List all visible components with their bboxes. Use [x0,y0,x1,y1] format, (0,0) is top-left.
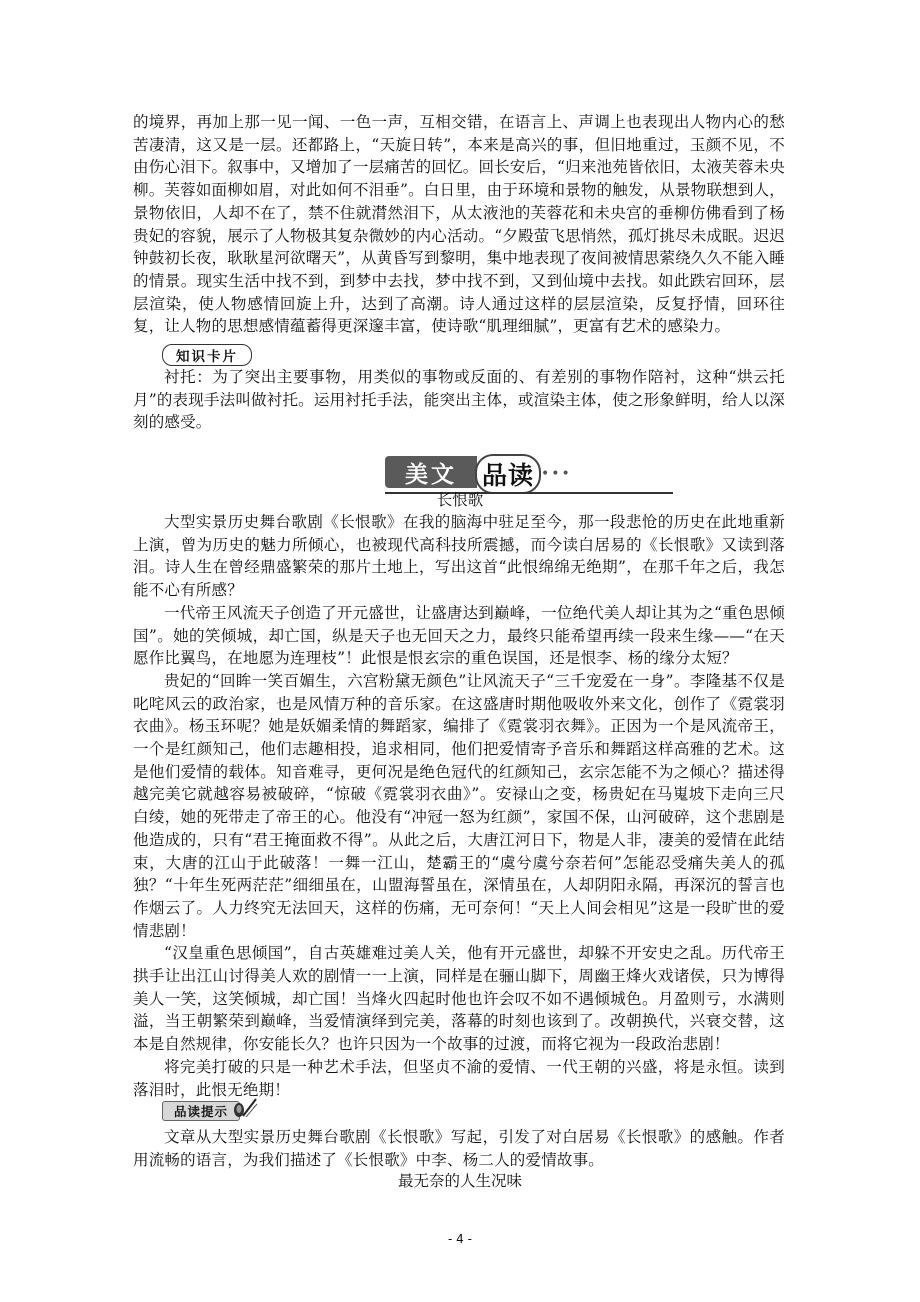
article-paragraph: 将完美打破的只是一种艺术手法，但坚贞不渝的爱情、一代王朝的兴盛，将是永恒。读到落泪时，此恨无绝期！ [133,1057,785,1099]
analysis-text: 的境界，再加上那一见一闻、一色一声，互相交错，在语言上、声调上也表现出人物内心的愁苦凄清，这又是一层。还都路上，“天旋日转”，本来是高兴的事，但旧地重过，玉颜不见，不由伤心泪下。叙事中，又增加了一层痛苦的回忆。回长安后，“归来池苑皆依旧，太液芙蓉未央柳。芙蓉如面柳如眉，对此如何不泪垂”。白日里，由于环境和景物的触发，从景物联想到人，景物依旧，人却不在了，禁不住就潸然泪下，从太液池的芙蓉花和未央宫的垂柳仿佛看到了杨贵妃的容貌，展示了人物极其复杂微妙的内心活动。“夕殿萤飞思悄然，孤灯挑尽未成眠。迟迟钟鼓初长夜，耿耿星河欲曙天”，从黄昏写到黎明，集中地表现了夜间被情思萦绕久久不能入睡的情景。现实生活中找不到，到梦中去找，梦中找不到，又到仙境中去找。如此跌宕回环，层层渲染，使人物感情回旋上升，达到了高潮。诗人通过这样的层层渲染，反复抒情，回环往复，让人物的思想感情蕴蓄得更深邃丰富，使诗歌“肌理细腻”，更富有艺术的感染力。 [133,113,785,336]
knowledge-card-text: 衬托：为了突出主要事物，用类似的事物或反面的、有差别的事物作陪衬，这种“烘云托月”的表现手法叫做衬托。运用衬托手法，能突出主体，或渲染主体，使之形象鲜明，给人以深刻的感受。 [133,368,785,432]
article-paragraph: 大型实景历史舞台歌剧《长恨歌》在我的脑海中驻足至今，那一段悲怆的历史在此地重新上演，曾为历史的魅力所倾心，也被现代高科技所震撼，而今读白居易的《长恨歌》又读到落泪。诗人生在曾经鼎盛繁荣的那片土地上，写出这首“此恨绵绵无绝期”，在那千年之后，我怎能不心有所感？ [133,513,785,600]
analysis-paragraph [133,111,785,338]
next-article-title: 最无奈的人生况味 [397,1172,522,1190]
reading-tip-label: 品读提示 [173,1104,228,1119]
page-number: - 4 - [448,1232,472,1246]
reading-tip-text: 文章从大型实景历史舞台歌剧《长恨歌》写起，引发了对白居易《长恨歌》的感触。作者用流畅的语言，为我们描述了《长恨歌》中李、杨二人的爱情故事。 [133,1128,785,1169]
banner-left-label: 美文 [385,456,477,488]
banner-dots: ••• [541,466,572,482]
reading-tip-body [133,1126,785,1171]
section-banner [363,452,673,492]
pen-icon [232,1096,258,1120]
article-paragraph: 贵妃的“回眸一笑百媚生，六宫粉黛无颜色”让风流天子“三千宠爱在一身”。李隆基不仅是叱咤风云的政治家，也是风情万种的音乐家。在这盛唐时期他吸收外来文化，创作了《霓裳羽衣曲》。杨玉环呢？她是妖媚柔情的舞蹈家，编排了《霓裳羽衣舞》。正因为一个是风流帝王，一个是红颜知己，他们志趣相投，追求相同，他们把爱情寄予音乐和舞蹈这样高雅的艺术。这是他们爱情的载体。知音难寻，更何况是绝色冠代的红颜知己，玄宗怎能不为之倾心？描述得越完美它就越容易被破碎，“惊破《霓裳羽衣曲》”。安禄山之变，杨贵妃在马嵬坡下走向三尺白绫，她的死带走了帝王的心。他没有“冲冠一怒为红颜”，家国不保，山河破碎，这个悲剧是他造成的，只有“君王掩面救不得”。从此之后，大唐江河日下，物是人非，凄美的爱情在此结束，大唐的江山于此破落！一舞一江山，楚霸王的“虞兮虞兮奈若何”怎能忍受痛失美人的孤独？“十年生死两茫茫”细细虽在，山盟海誓虽在，深情虽在，人却阴阳永隔，再深沉的誓言也作烟云了。人力终究无法回天，这样的伤痛，无可奈何！“天上人间会相见”这是一段旷世的爱情悲剧！ [133,671,785,940]
reading-tip-badge [162,1101,240,1121]
article-paragraph: “汉皇重色思倾国”，自古英雄难过美人关，他有开元盛世，却躲不开安史之乱。历代帝王拱手让出江山讨得美人欢的剧情一一上演，同样是在骊山脚下，周幽王烽火戏诸侯，只为博得美人一笑，这笑倾城，却亡国！当烽火四起时他也许会叹不如不遇倾城色。月盈则亏，水满则溢，当王朝繁荣到巅峰，当爱情演绎到完美，落幕的时刻也该到了。改朝换代，兴衰交替，这本是自然规律，你安能长久？也许只因为一个故事的过渡，而将它视为一段政治悲剧！ [133,944,785,1054]
article-paragraph: 一代帝王风流天子创造了开元盛世，让盛唐达到巅峰，一位绝代美人却让其为之“重色思倾国”。她的笑倾城，却亡国，纵是天子也无回天之力，最终只能希望再续一段来生缘——“在天愿作比翼鸟，在地愿为连理枝”！此恨是恨玄宗的重色误国，还是恨李、杨的缘分太短？ [133,603,785,668]
article-title: 长恨歌 [436,491,484,509]
banner-right-label: 品读 [475,454,541,494]
knowledge-card-badge [162,344,252,366]
knowledge-card-label: 知识卡片 [176,349,238,365]
knowledge-card-body [133,366,785,434]
article-body [133,511,785,1101]
